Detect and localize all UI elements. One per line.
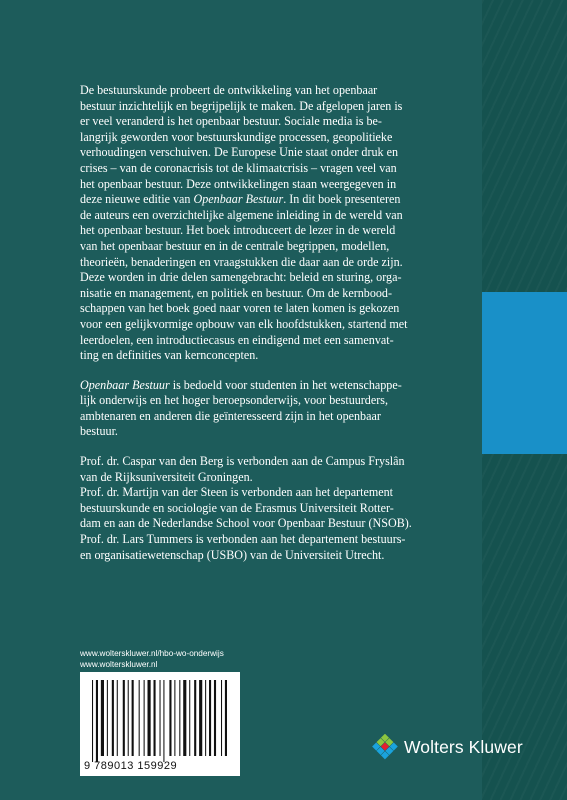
text-segment: . In dit boek presenteren xyxy=(283,192,401,207)
barcode-bar xyxy=(199,680,202,756)
barcode-bar xyxy=(132,680,134,756)
text-line xyxy=(80,424,485,440)
text-segment: van het openbaar bestuur en in de centrale begrippen, modellen, xyxy=(80,238,390,253)
wolters-kluwer-logo-icon xyxy=(372,734,398,760)
barcode-bar xyxy=(214,680,216,756)
text-segment: langrijk geworden voor bestuurskundige processen, geopolitieke xyxy=(80,129,393,144)
barcode-bars xyxy=(92,680,232,762)
text-segment: het openbaar bestuur. Het boek introduceert de lezer in de wereld xyxy=(80,223,396,238)
barcode-bar xyxy=(96,680,98,762)
barcode-bar xyxy=(189,680,190,756)
publisher-logo xyxy=(372,732,523,762)
barcode-bar xyxy=(144,680,145,756)
text-line xyxy=(80,485,485,501)
right-stripe-top xyxy=(482,0,567,292)
text-line xyxy=(80,393,485,409)
barcode-bar xyxy=(169,680,171,756)
text-line xyxy=(80,548,485,564)
text-line xyxy=(80,270,485,286)
text-segment: ting en definities van kernconcepten. xyxy=(80,348,259,363)
barcode-bar xyxy=(101,680,104,756)
text-segment: theorieën, benaderingen en vraagstukken die daar aan de orde zijn. xyxy=(80,254,403,269)
text-line xyxy=(80,130,485,146)
barcode-bar xyxy=(163,680,164,762)
text-segment: verhoudingen verschuiven. De Europese Unie staat onder druk en xyxy=(80,145,399,160)
text-segment: Deze worden in drie delen samengebracht: beleid en sturing, orga- xyxy=(80,270,402,285)
barcode xyxy=(80,672,240,776)
text-line xyxy=(80,223,485,239)
text-line xyxy=(80,301,485,317)
barcode-bar xyxy=(209,680,211,756)
barcode-bar xyxy=(139,680,140,756)
text-line xyxy=(80,454,485,470)
publisher-urls xyxy=(80,648,224,670)
text-line xyxy=(80,99,485,115)
text-segment: is bedoeld voor studenten in het wetenschappe- xyxy=(169,377,402,392)
barcode-bar xyxy=(174,680,175,756)
text-line xyxy=(80,317,485,333)
text-line xyxy=(80,378,485,394)
text-segment: van de Rijksuniversiteit Groningen. xyxy=(80,469,253,484)
text-line xyxy=(80,161,485,177)
barcode-bar xyxy=(128,680,129,756)
barcode-bar xyxy=(183,680,186,756)
barcode-digits: 9 789013 159929 xyxy=(84,760,178,772)
text-segment: en organisatiewetenschap (USBO) van de Universiteit Utrecht. xyxy=(80,547,385,562)
barcode-bar xyxy=(148,680,151,756)
url-hbo-wo[interactable]: www.wolterskluwer.nl/hbo-wo-onderwijs xyxy=(80,649,224,658)
text-segment: bestuur. xyxy=(80,424,118,439)
text-segment: leerdoelen, een introductiecasus en eindigend met een samenvat- xyxy=(80,332,394,347)
text-segment: nisatie en management, en politiek en bestuur. Om de kernbood- xyxy=(80,285,392,300)
blurb-paragraph-2 xyxy=(80,378,485,440)
publisher-name: Wolters Kluwer xyxy=(404,736,523,757)
text-segment: bestuurskunde en sociologie van de Erasmus Universiteit Rotter- xyxy=(80,500,394,515)
text-segment: voor een gelijkvormige opbouw van elk hoofdstukken, startend met xyxy=(80,316,408,331)
text-segment: lijk onderwijs en het hoger beroepsonderwijs, voor bestuurders, xyxy=(80,393,388,408)
url-wolterskluwer[interactable]: www.wolterskluwer.nl xyxy=(80,660,158,669)
barcode-bar xyxy=(225,680,227,756)
text-segment: Prof. dr. Martijn van der Steen is verbonden aan het departement xyxy=(80,485,393,500)
barcode-bar xyxy=(107,680,108,756)
text-segment: deze nieuwe editie van xyxy=(80,192,194,207)
author-bios xyxy=(80,454,485,563)
text-segment: het openbaar bestuur. Deze ontwikkelingen staan weergegeven in xyxy=(80,176,397,191)
barcode-bar xyxy=(112,680,114,756)
text-line xyxy=(80,239,485,255)
text-segment: Prof. dr. Lars Tummers is verbonden aan het departement bestuurs- xyxy=(80,532,406,547)
text-line xyxy=(80,177,485,193)
book-title: Openbaar Bestuur xyxy=(80,377,170,392)
text-line xyxy=(80,114,485,130)
text-line xyxy=(80,470,485,486)
text-line xyxy=(80,83,485,99)
barcode-bar xyxy=(221,680,222,756)
text-segment: dam en aan de Nederlandse School voor Openbaar Bestuur (NSOB). xyxy=(80,516,412,531)
text-segment: ambtenaren en anderen die geïnteresseerd zijn in het openbaar xyxy=(80,408,381,423)
barcode-bar xyxy=(179,680,180,756)
text-line xyxy=(80,208,485,224)
text-line xyxy=(80,192,485,208)
barcode-bar xyxy=(117,680,118,756)
book-title: Openbaar Bestuur xyxy=(193,192,284,207)
right-stripe-blue xyxy=(482,292,567,454)
text-line xyxy=(80,255,485,271)
barcode-bar xyxy=(160,680,161,756)
text-segment: schappen van het boek goed naar voren te laten komen is gekozen xyxy=(80,301,400,316)
barcode-bar xyxy=(92,680,93,762)
text-line xyxy=(80,333,485,349)
text-line xyxy=(80,516,485,532)
text-line xyxy=(80,286,485,302)
text-segment: De bestuurskunde probeert de ontwikkeling van het openbaar xyxy=(80,83,378,97)
text-line xyxy=(80,348,485,364)
text-segment: crises – van de coronacrisis tot de klimaatcrisis – vragen veel van xyxy=(80,160,397,175)
text-line xyxy=(80,409,485,425)
barcode-bar xyxy=(194,680,196,756)
text-segment: de auteurs een overzichtelijke algemene inleiding in de wereld van xyxy=(80,207,403,222)
blurb-text xyxy=(80,83,485,563)
text-segment: er veel veranderd is het openbaar bestuur. Sociale media is be- xyxy=(80,114,382,129)
barcode-bar xyxy=(154,680,156,756)
barcode-bar xyxy=(205,680,206,756)
text-line xyxy=(80,501,485,517)
blurb-paragraph-1 xyxy=(80,83,485,364)
text-segment: bestuur inzichtelijk en begrijpelijk te maken. De afgelopen jaren is xyxy=(80,98,403,113)
barcode-bar xyxy=(123,680,125,756)
text-line xyxy=(80,532,485,548)
text-line xyxy=(80,145,485,161)
text-segment: Prof. dr. Caspar van den Berg is verbonden aan de Campus Fryslân xyxy=(80,454,405,469)
